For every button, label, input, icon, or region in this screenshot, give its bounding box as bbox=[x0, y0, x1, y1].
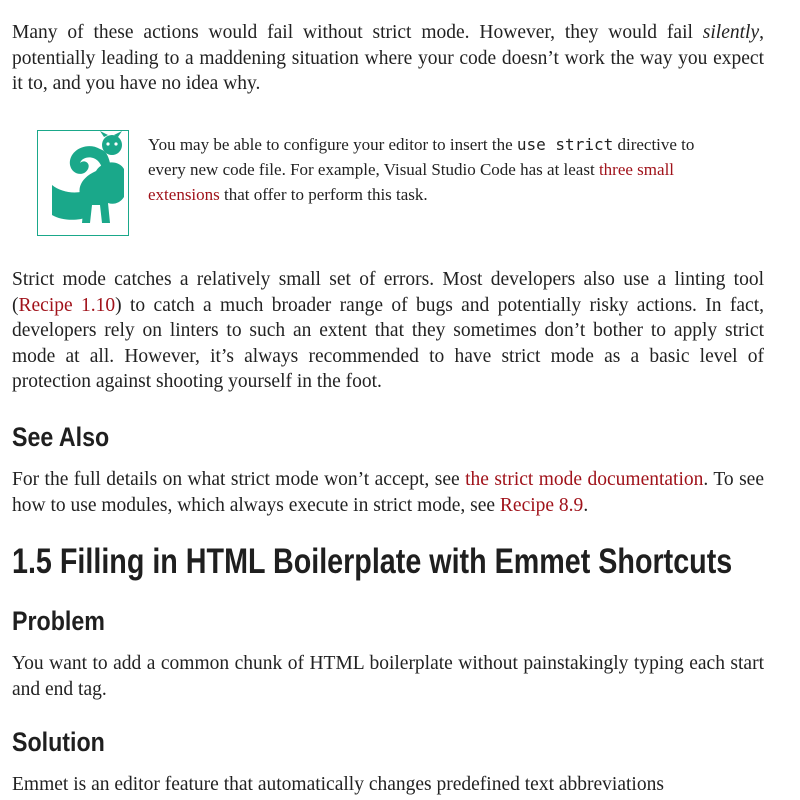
tip-text-segment: that offer to perform this task. bbox=[219, 185, 428, 204]
tip-text bbox=[148, 132, 708, 207]
paragraph-see-also bbox=[12, 467, 764, 518]
paragraph-text: Many of these actions would fail without strict mode. However, they would fail bbox=[12, 22, 703, 43]
tip-text-segment: directive to every new code file. For example, Visual Studio Code has at least bbox=[148, 135, 695, 179]
emphasis-silently: silently bbox=[702, 22, 760, 43]
lemur-icon bbox=[38, 131, 128, 235]
code-use-strict: use strict bbox=[516, 135, 614, 154]
heading-see-also: See Also bbox=[12, 422, 110, 452]
paragraph-solution: Emmet is an editor feature that automatically changes predefined text abbreviations bbox=[12, 774, 664, 795]
paragraph-problem: You want to add a common chunk of HTML boilerplate without painstakingly typing each start and end tag. bbox=[12, 653, 764, 700]
paragraph-linting bbox=[12, 267, 764, 395]
tip-text-segment: You may be able to configure your editor to insert the bbox=[148, 135, 517, 154]
heading-problem: Problem bbox=[12, 606, 105, 636]
link-three-small-extensions[interactable]: three small extensions bbox=[148, 160, 675, 204]
link-recipe-1-10[interactable]: Recipe 1.10 bbox=[18, 294, 116, 316]
paragraph-text: . bbox=[583, 494, 589, 516]
paragraph-text: , potentially leading to a maddening situation where your code doesn’t work the way you expect it to, and you have no idea why. bbox=[12, 22, 764, 94]
link-strict-mode-documentation[interactable]: the strict mode documentation bbox=[465, 469, 704, 490]
paragraph-strict-mode-failures bbox=[12, 20, 764, 97]
link-recipe-8-9[interactable]: Recipe 8.9 bbox=[499, 494, 584, 516]
paragraph-text: . To see how to use modules, which always execute in strict mode, see bbox=[12, 469, 764, 516]
tip-icon-frame bbox=[37, 130, 129, 236]
paragraph-text: Strict mode catches a relatively small set of errors. Most developers also use a linting tool ( bbox=[12, 269, 764, 316]
paragraph-text: ) to catch a much broader range of bugs and potentially risky actions. In fact, developers rely on linters to such an extent that they sometimes don’t bother to apply strict mode at all. However, it’s always recommended to have strict mode as a basic level of protection against shooting yourself in the foot. bbox=[12, 294, 764, 392]
section-title: 1.5 Filling in HTML Boilerplate with Emmet Shortcuts bbox=[12, 542, 733, 581]
heading-solution: Solution bbox=[12, 727, 105, 757]
paragraph-text: For the full details on what strict mode won’t accept, see bbox=[12, 469, 466, 490]
